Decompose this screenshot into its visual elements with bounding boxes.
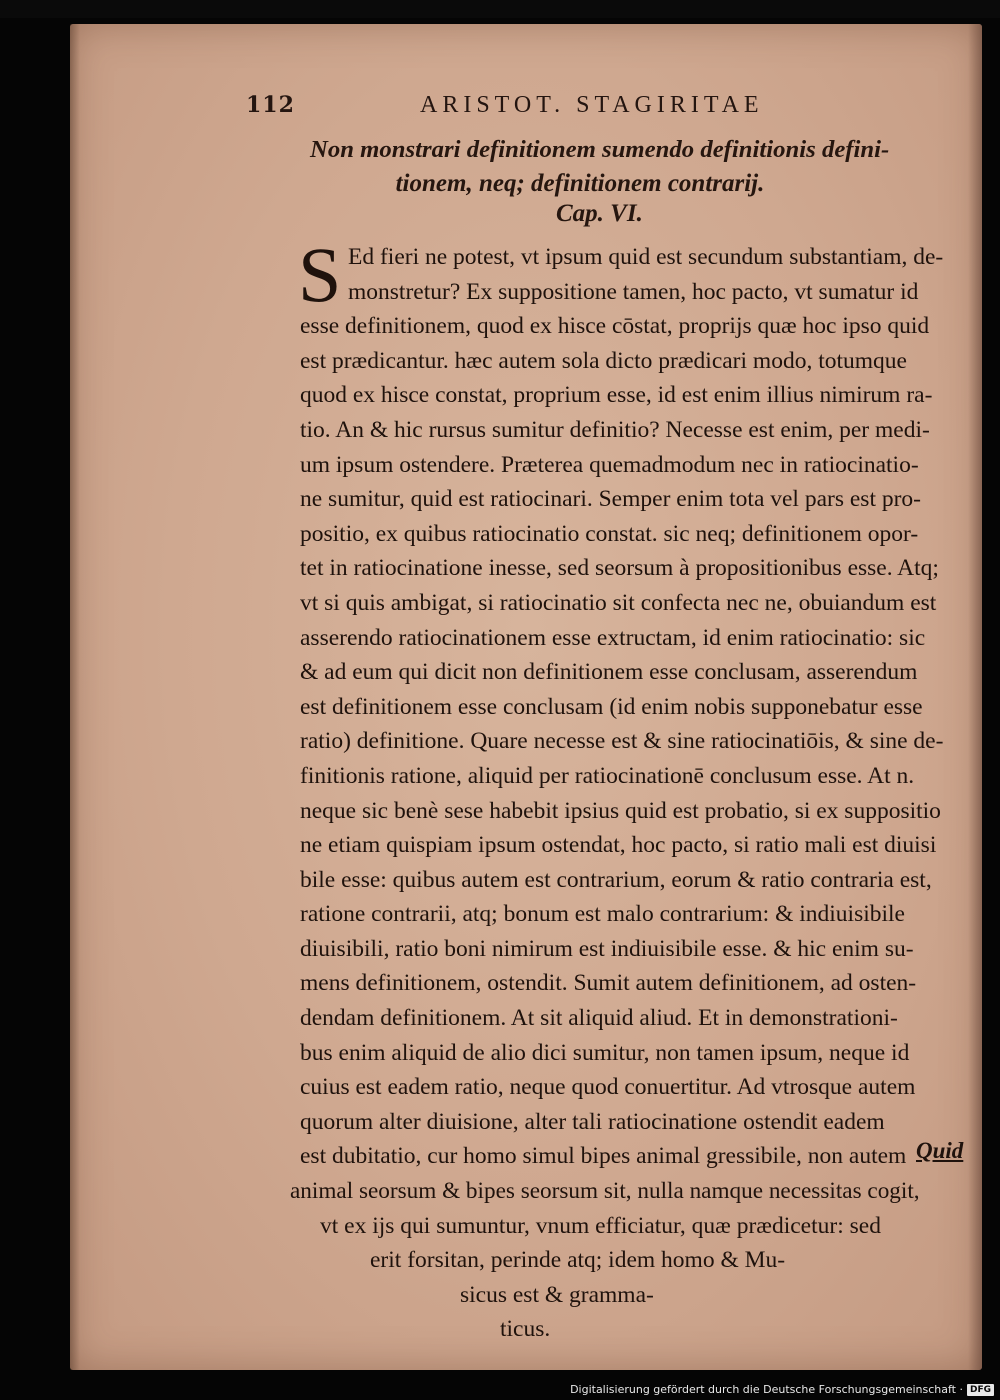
scanner-border — [0, 0, 1000, 18]
text-line: ticus. — [500, 1316, 551, 1343]
text-line: esse definitionem, quod ex hisce cōstat, proprijs quæ hoc ipso quid — [300, 313, 930, 340]
text-line: dendam definitionem. At sit aliquid aliud. Et in demonstrationi- — [300, 1005, 898, 1032]
text-line: est prædicantur. hæc autem sola dicto prædicari modo, totumque — [300, 347, 907, 374]
text-line: ratione contrarii, atq; bonum est malo contrarium: & indiuisibile — [300, 901, 905, 928]
text-line: quod ex hisce constat, proprium esse, id est enim illius nimirum ra- — [300, 382, 933, 409]
credit-text: Digitalisierung gefördert durch die Deutsche Forschungsgemeinschaft · — [570, 1383, 963, 1396]
text-line: bus enim aliquid de alio dici sumitur, non tamen ipsum, neque id — [300, 1039, 910, 1066]
page-gutter-shadow — [70, 24, 80, 1370]
text-line: animal seorsum & bipes seorsum sit, nulla namque necessitas cogit, — [290, 1178, 920, 1205]
drop-cap: S — [298, 231, 342, 318]
text-line: tet in ratiocinatione inesse, sed seorsum à propositionibus esse. Atq; — [300, 555, 939, 582]
chapter-title — [290, 133, 890, 201]
text-line: mens definitionem, ostendit. Sumit autem definitionem, ad osten- — [300, 970, 917, 997]
text-line: diuisibili, ratio boni nimirum est indiuisibile esse. & hic enim su- — [300, 935, 914, 962]
text-line: um ipsum ostendere. Præterea quemadmodum nec in ratiocinatio- — [300, 451, 919, 478]
text-line: finitionis ratione, aliquid per ratiocinationē conclusum esse. At n. — [300, 762, 915, 789]
text-line: quorum alter diuisione, alter tali ratiocinatione ostendit eadem — [300, 1108, 885, 1135]
body-text — [290, 231, 960, 1347]
text-line: est definitionem esse conclusam (id enim nobis supponebatur esse — [300, 693, 923, 720]
text-line: est dubitatio, cur homo simul bipes animal gressibile, non autem — [300, 1143, 907, 1170]
dfg-logo-icon: DFG — [967, 1384, 994, 1396]
text-line: & ad eum qui dicit non definitionem esse conclusam, asserendum — [300, 659, 918, 686]
text-line: vt si quis ambigat, si ratiocinatio sit confecta nec ne, obuiandum est — [300, 589, 937, 616]
text-line: positio, ex quibus ratiocinatio constat. sic neq; definitionem opor- — [300, 520, 919, 547]
text-line: sicus est & gramma- — [460, 1281, 654, 1308]
catchword: Quid — [916, 1138, 964, 1163]
running-head: ARISTOT. STAGIRITAE — [420, 92, 764, 118]
chapter-label: Cap. VI. — [556, 200, 643, 227]
text-line: ratio) definitione. Quare necesse est & sine ratiocinatiōis, & sine de- — [300, 728, 944, 755]
digitization-credit — [570, 1383, 994, 1396]
text-line: monstretur? Ex suppositione tamen, hoc pacto, vt sumatur id — [348, 278, 919, 305]
text-line: cuius est eadem ratio, neque quod conuertitur. Ad vtrosque autem — [300, 1074, 916, 1101]
text-line: neque sic benè sese habebit ipsius quid est probatio, si ex suppositio — [300, 797, 941, 824]
chapter-title-line: tionem, neq; definitionem contrarij. — [395, 170, 765, 197]
text-line: ne sumitur, quid est ratiocinari. Semper enim tota vel pars est pro- — [300, 486, 921, 513]
page-number: 112 — [246, 92, 295, 118]
text-line: bile esse: quibus autem est contrarium, eorum & ratio contraria est, — [300, 866, 932, 893]
text-line: tio. An & hic rursus sumitur definitio? Necesse est enim, per medi- — [300, 416, 930, 443]
text-line: ne etiam quispiam ipsum ostendat, hoc pacto, si ratio mali est diuisi — [300, 832, 937, 859]
page-edge-shadow — [968, 24, 982, 1370]
text-line: erit forsitan, perinde atq; idem homo & Mu- — [370, 1247, 786, 1274]
text-line: asserendo ratiocinationem esse extructam, id enim ratiocinatio: sic — [300, 624, 926, 651]
text-line: Ed fieri ne potest, vt ipsum quid est secundum substantiam, de- — [348, 244, 944, 270]
chapter-title-line: Non monstrari definitionem sumendo definitionis defini- — [310, 136, 890, 163]
text-line: vt ex ijs qui sumuntur, vnum efficiatur, quæ prædicetur: sed — [320, 1212, 881, 1239]
